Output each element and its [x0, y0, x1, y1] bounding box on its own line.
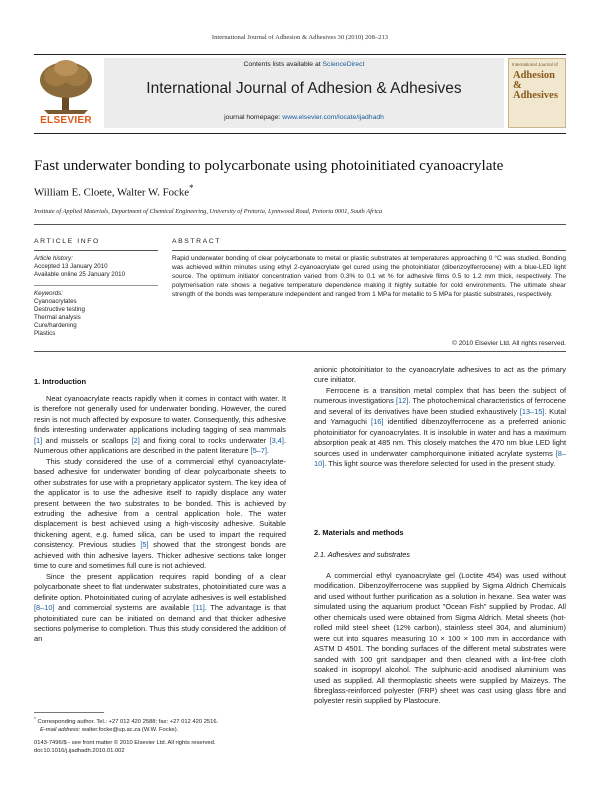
- paragraph: A commercial ethyl cyanoacrylate gel (Loctite 454) was used without modification. Dibenzoylferrocene was supplied by Sigma Aldrich Chemicals and used without further purification as a solution in hexane. Sea water was simulated using the aquarium product "Ocean Fish" supplied by Prodac. All other chemicals used were obtained from Sigma Aldrich. Metal sheets (hot-rolled mild steel sheet (12% carbon), stainless steel 304, and aluminium) were cut into squares measuring 10 × 100 × 100 mm in accordance with ASTM D 4501. The bonding surfaces of the different metal substrates were sanded with 100 grit sandpaper and then cleaned with a lint-free cloth soaked in isopropyl alcohol. The sulphuric-acid anodised aluminium was used as supplied. All thermoplastic sheets were supplied by Maizeys. The fibreglass-reinforced polyester (FRP) sheet was cast using glass fibre and polyester resin supplied by Plastocure.: [314, 571, 566, 706]
- issn-line: 0143-7496/$ - see front matter © 2010 Elsevier Ltd. All rights reserved.: [34, 740, 216, 746]
- text: Corresponding author. Tel.: +27 012 420 2588; fax: +27 012 420 2516.: [35, 718, 219, 725]
- text: identified dibenzoylferrocene as a preferred anionic photoinitiator for cyanoacrylates. It is insoluble in water and has a maximum absorption peak at 485 nm. This closely matches the 470 nm blue LED light sources used in underwater camphorquinone initiated acrylate systems: [314, 417, 566, 458]
- paragraph: [34, 572, 286, 645]
- text: .: [266, 446, 270, 456]
- publisher-name: ELSEVIER: [40, 115, 92, 126]
- citation-link[interactable]: [5]: [140, 540, 149, 550]
- cover-subtitle: International Journal of: [512, 62, 558, 67]
- elsevier-logo[interactable]: [34, 58, 98, 128]
- text: Neat cyanoacrylate reacts rapidly when it comes in contact with water. It is therefore not generally used for underwater bonding. However, the cured resin is not much affected by exposure to water. Consequently, this adhesive finds interesting underwater applications including tagging of sea mammals: [34, 394, 286, 435]
- left-column: [34, 394, 286, 645]
- right-column: [314, 365, 566, 470]
- author-names: William E. Cloete, Walter W. Focke: [34, 186, 190, 199]
- paragraph: [34, 457, 286, 572]
- text: . The advantage is that photoinitiated cure can be initiated on demand and that thicker adhesive sections polymerise to completion. Thus this study considered the addition of an: [34, 603, 286, 644]
- keyword: Plastics: [34, 330, 56, 337]
- corresponding-author-mark[interactable]: *: [189, 183, 194, 193]
- accepted-date: Accepted 13 January 2010: [34, 263, 108, 270]
- text: showed that the strongest bonds are achieved with thin adhesive layers. Thicker adhesive sections take longer time to cure and sometimes full cure is not achieved.: [34, 540, 286, 571]
- paragraph: anionic photoinitiator to the cyanoacrylate adhesives to act as the primary cure initiator.: [314, 365, 566, 385]
- homepage-line: [104, 114, 504, 121]
- citation-link[interactable]: [3,4]: [269, 435, 284, 445]
- article-title: Fast underwater bonding to polycarbonate using photoinitiated cyanoacrylate: [34, 157, 504, 174]
- paragraph: [314, 386, 566, 470]
- keyword: Thermal analysis: [34, 314, 81, 321]
- abstract-text: Rapid underwater bonding of clear polycarbonate to metal or plastic substrates at temperatures approaching 0 °C was studied. Bonding was achieved within minutes using ethyl 2-cyanoacrylate gel cured using the photoinitiator (dibenzoylferrocene) with a blue-LED light source. The optimum initiator concentration varied from 0.3% to 0.1 wt % for adhesive films 0.5 to 1.2 mm thick, respectively. The polymerisation rate shows a negative temperature dependence making it highly suitable for cold environments. The ultimate shear strength of the bonds was temperature independent and ranged from 1 MPa for metallic to 5 MPa for plastic substrates, respectively.: [172, 255, 566, 298]
- citation-link[interactable]: [13–15]: [519, 406, 545, 416]
- text: . This light source was therefore selected for used in the present study.: [324, 459, 556, 469]
- contents-prefix: Contents lists available at: [243, 61, 323, 68]
- affiliation: Institute of Applied Materials, Department of Chemical Engineering, University of Pretoria, Lynnwood Road, Pretoria 0001, South Africa: [34, 208, 383, 215]
- homepage-prefix: journal homepage:: [224, 114, 283, 121]
- divider: [34, 351, 566, 352]
- sciencedirect-link[interactable]: ScienceDirect: [322, 61, 365, 68]
- text: and commercial systems are available: [54, 603, 194, 613]
- cover-title-line-2: Adhesives: [513, 90, 558, 101]
- authors: [34, 183, 194, 199]
- citation-link[interactable]: [12]: [395, 396, 409, 406]
- paragraph: [34, 394, 286, 457]
- journal-title: International Journal of Adhesion & Adhesives: [146, 80, 462, 97]
- email-address[interactable]: walter.focke@up.ac.za (W.W. Focke).: [80, 726, 179, 733]
- divider: [34, 250, 158, 251]
- citation-link[interactable]: [8–10]: [34, 603, 55, 613]
- keyword: Destructive testing: [34, 306, 85, 313]
- text: . Numerous other applications are described in the patent literature: [34, 435, 286, 456]
- keywords-label: Keywords:: [34, 290, 63, 297]
- citation-link[interactable]: [16]: [371, 417, 384, 427]
- copyright: © 2010 Elsevier Ltd. All rights reserved.: [452, 340, 566, 347]
- text: Ferrocene is a transition metal complex that has been the subject of numerous investigations: [314, 385, 566, 406]
- citation-link[interactable]: [2]: [131, 435, 140, 445]
- citation-link[interactable]: [8–10]: [314, 448, 566, 469]
- contents-line: [104, 61, 504, 68]
- abstract-heading: ABSTRACT: [172, 238, 222, 245]
- footnote: [34, 716, 286, 734]
- text: and fixing coral to rocks underwater: [139, 435, 270, 445]
- available-date: Available online 25 January 2010: [34, 271, 126, 278]
- homepage-link[interactable]: www.elsevier.com/locate/ijadhadh: [282, 114, 384, 121]
- article-history: [34, 255, 164, 279]
- section-heading-materials: 2. Materials and methods: [314, 528, 404, 537]
- cover-title-line-1: Adhesion &: [513, 70, 556, 91]
- keywords: [34, 290, 164, 338]
- running-head: International Journal of Adhesion & Adhesives 30 (2010) 208–213: [211, 34, 389, 41]
- citation-link[interactable]: [11]: [193, 603, 205, 613]
- divider: [34, 285, 158, 286]
- divider: [34, 224, 566, 225]
- text: Since the present application requires rapid bonding of a clear polycarbonate sheet to flat underwater substrates, photoinitiated cure was a definite option. Photoinitiated curing of acrylate adhesives is well established: [34, 571, 286, 602]
- text: and mussels or scallops: [42, 435, 132, 445]
- text: This study considered the use of a commercial ethyl cyanoacrylate-based adhesive for underwater bonding of clear polycarbonate sheets to other substrates for use with a proprietary applicator system. The key idea of the applicator is to use the adhesive itself to rapidly displace any water present between the two substrates to be bonded. This is achieved by extruding the adhesive from a central application hole. The water displacement is best achieved using a high-viscosity adhesive. Suitable thickening agent, e.g. fumed silica, can be used to impart the required consistency. Previous studies: [34, 456, 286, 550]
- divider: [172, 250, 566, 251]
- footnote-corresponding: [34, 716, 286, 727]
- history-label: Article history:: [34, 255, 73, 262]
- right-column-lower: [314, 571, 566, 707]
- keyword: Cure/hardening: [34, 322, 77, 329]
- subsection-heading: 2.1. Adhesives and substrates: [314, 550, 411, 559]
- footnote-divider: [34, 712, 104, 713]
- citation-link[interactable]: [5–7]: [250, 446, 267, 456]
- footnote-email-line: [34, 727, 286, 735]
- section-heading-introduction: 1. Introduction: [34, 377, 87, 386]
- keyword: Cyanoacrylates: [34, 298, 77, 305]
- text: . Kutal and Yamaguchi: [314, 406, 566, 427]
- article-info-heading: ARTICLE INFO: [34, 238, 100, 245]
- doi-line[interactable]: doi:10.1016/j.ijadhadh.2010.01.002: [34, 747, 125, 754]
- citation-link[interactable]: [1]: [34, 435, 43, 445]
- email-label: E-mail address:: [40, 726, 81, 733]
- journal-cover[interactable]: [508, 58, 566, 128]
- footnote-mark: *: [34, 717, 36, 722]
- tree-icon: [34, 58, 98, 116]
- text: . The photochemical characteristics of ferrocene and several of its derivatives have been studied exhaustively: [314, 396, 566, 416]
- cover-title: [513, 71, 565, 101]
- issn-block: [34, 740, 286, 755]
